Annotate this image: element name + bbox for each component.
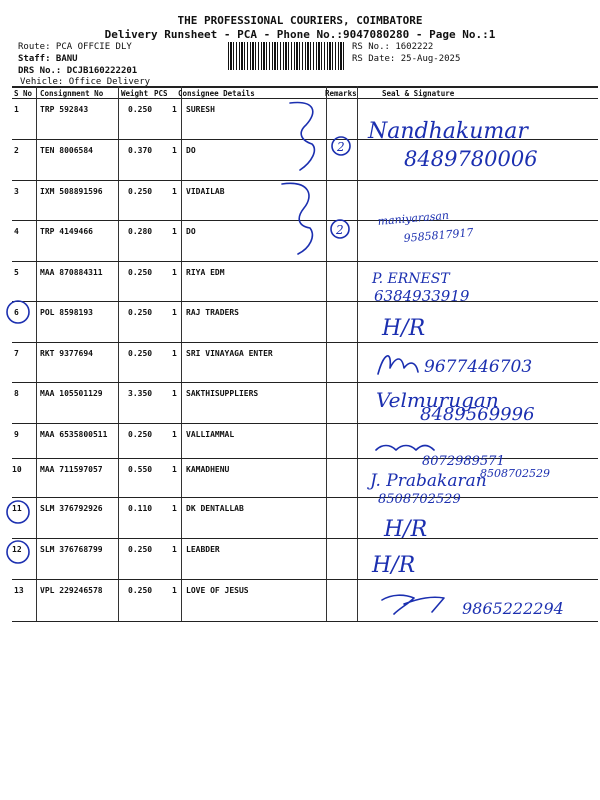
drs-label: DRS No.: DCJB160222201 [18, 66, 138, 76]
row-weight: 0.250 [128, 430, 153, 439]
row-consignee: LEABDER [186, 545, 220, 554]
runsheet-subtitle: Delivery Runsheet - PCA - Phone No.:9047080280 - Page No.:1 [104, 28, 496, 41]
table-row [12, 459, 598, 499]
row-pcs: 1 [172, 389, 177, 398]
col-header-weight: Weight [121, 89, 149, 98]
staff-label: Staff: BANU [18, 54, 78, 64]
row-pcs: 1 [172, 586, 177, 595]
table-bottom-rule [12, 621, 598, 622]
row-consignment: MAA 870884311 [40, 268, 103, 277]
row-sno: 4 [14, 227, 19, 236]
row-pcs: 1 [172, 105, 177, 114]
signature-phone: 8489780006 [404, 147, 538, 171]
row-consignee: DO [186, 146, 196, 155]
signature-phone: 8489569996 [420, 404, 535, 425]
row-consignment: POL 8598193 [40, 308, 93, 317]
signature-name: J. Prabakaran [370, 471, 487, 491]
table-row [12, 221, 598, 261]
row-weight: 0.250 [128, 545, 153, 554]
signature-phone: 8508702529 [378, 492, 461, 507]
rs-date: RS Date: 25-Aug-2025 [352, 54, 461, 64]
row-sno: 8 [14, 389, 19, 398]
barcode [228, 42, 346, 70]
row-pcs: 1 [172, 308, 177, 317]
row-weight: 0.110 [128, 504, 153, 513]
table-row [12, 539, 598, 579]
row-consignment: MAA 6535800511 [40, 430, 108, 439]
row-consignment: TRP 4149466 [40, 227, 93, 236]
row-consignee: VALLIAMMAL [186, 430, 235, 439]
signature-name: Nandhakumar [368, 119, 528, 144]
table-row [12, 580, 598, 620]
row-consignee: SRI VINAYAGA ENTER [186, 349, 273, 358]
row-sno: 3 [14, 187, 19, 196]
table-row [12, 343, 598, 383]
row-consignment: MAA 105501129 [40, 389, 103, 398]
row-sno: 5 [14, 268, 19, 277]
row-sno: 6 [14, 308, 19, 317]
signature-phone: 8072989571 [422, 454, 505, 469]
row-pcs: 1 [172, 187, 177, 196]
col-header-consignment: Consignment No [40, 89, 104, 98]
row-sno: 12 [12, 545, 22, 554]
row-sno: 7 [14, 349, 19, 358]
table-top-rule [12, 86, 598, 88]
signature-hr: H/R [384, 517, 428, 542]
row-consignment: MAA 711597057 [40, 465, 103, 474]
row-weight: 0.280 [128, 227, 153, 236]
remark-count: 2 [337, 140, 345, 154]
row-pcs: 1 [172, 227, 177, 236]
signature-hr: H/R [372, 553, 416, 578]
signature-phone: 9585817917 [403, 225, 474, 245]
row-weight: 3.350 [128, 389, 153, 398]
row-pcs: 1 [172, 349, 177, 358]
row-sno: 13 [14, 586, 24, 595]
row-pcs: 1 [172, 465, 177, 474]
col-header-pcs: PCS [154, 89, 168, 98]
row-pcs: 1 [172, 545, 177, 554]
signature-name: P. ERNEST [372, 271, 450, 287]
row-consignment: SLM 376768799 [40, 545, 103, 554]
signature-name: maniyarasan [377, 208, 450, 228]
signature-phone: 9865222294 [462, 599, 564, 618]
row-weight: 0.250 [128, 308, 153, 317]
signature-name: Velmurugan [376, 388, 499, 412]
signature-phone: 8508702529 [480, 467, 550, 480]
row-pcs: 1 [172, 504, 177, 513]
row-weight: 0.250 [128, 187, 153, 196]
remark-count: 2 [336, 223, 344, 237]
company-title: THE PROFESSIONAL COURIERS, COIMBATORE [177, 14, 423, 27]
row-consignee: RIYA EDM [186, 268, 225, 277]
row-sno: 2 [14, 146, 19, 155]
row-sno: 11 [12, 504, 22, 513]
route-label: Route: PCA OFFCIE DLY [18, 42, 132, 52]
vehicle-label: Vehicle: Office Delivery [20, 77, 151, 87]
row-weight: 0.550 [128, 465, 153, 474]
col-header-remarks: Remarks [325, 89, 357, 98]
row-pcs: 1 [172, 430, 177, 439]
row-consignment: RKT 9377694 [40, 349, 93, 358]
table-row [12, 383, 598, 423]
row-consignment: VPL 229246578 [40, 586, 103, 595]
row-consignee: DK DENTALLAB [186, 504, 244, 513]
rs-number: RS No.: 1602222 [352, 42, 434, 52]
col-header-sno: S No [14, 89, 33, 98]
table-row [12, 262, 598, 302]
row-pcs: 1 [172, 146, 177, 155]
table-row [12, 140, 598, 180]
row-consignee: VIDAILAB [186, 187, 225, 196]
row-consignee: LOVE OF JESUS [186, 586, 249, 595]
signature-phone: 6384933919 [374, 287, 470, 305]
signature-phone: 9677446703 [424, 357, 533, 377]
row-consignment: SLM 376792926 [40, 504, 103, 513]
row-weight: 0.250 [128, 349, 153, 358]
row-consignment: IXM 508891596 [40, 187, 103, 196]
row-consignee: SAKTHISUPPLIERS [186, 389, 259, 398]
table-row [12, 181, 598, 221]
row-weight: 0.250 [128, 105, 153, 114]
row-consignee: SURESH [186, 105, 215, 114]
table-row [12, 498, 598, 538]
row-sno: 1 [14, 105, 19, 114]
row-consignment: TEN 8006584 [40, 146, 93, 155]
row-sno: 10 [12, 465, 22, 474]
row-consignee: DO [186, 227, 196, 236]
signature-hr: H/R [382, 316, 426, 341]
row-weight: 0.370 [128, 146, 153, 155]
col-header-seal: Seal & Signature [382, 89, 455, 98]
col-header-consignee: Consignee Details [178, 89, 255, 98]
row-consignee: RAJ TRADERS [186, 308, 239, 317]
row-weight: 0.250 [128, 586, 153, 595]
table-row [12, 99, 598, 139]
row-consignee: KAMADHENU [186, 465, 230, 474]
table-row [12, 302, 598, 342]
row-pcs: 1 [172, 268, 177, 277]
row-consignment: TRP 592843 [40, 105, 89, 114]
row-weight: 0.250 [128, 268, 153, 277]
row-sno: 9 [14, 430, 19, 439]
